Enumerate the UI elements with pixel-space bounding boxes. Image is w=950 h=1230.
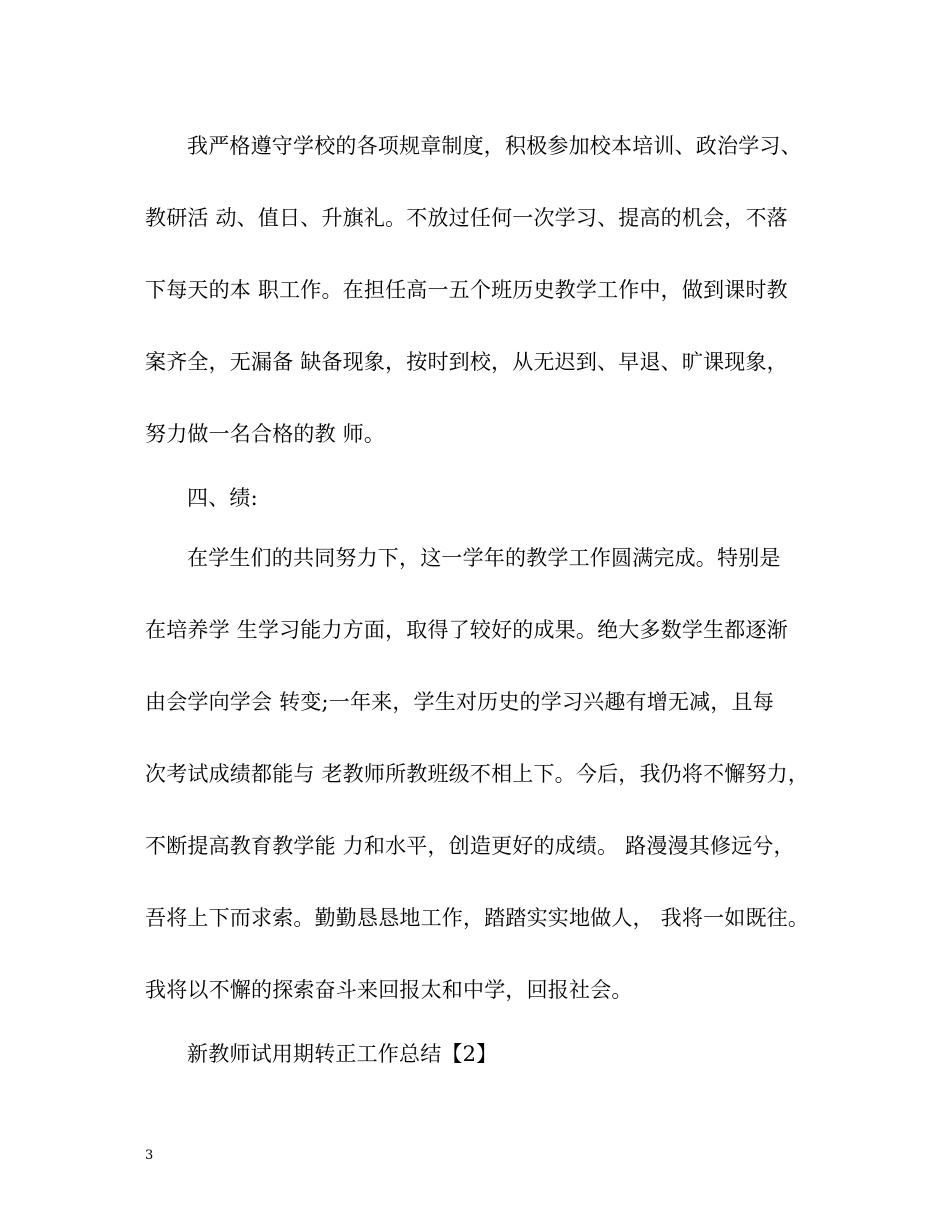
section-heading: 四、绩:	[187, 486, 258, 510]
text-line-1: 我严格遵守学校的各项规章制度，积极参加校本培训、政治学习、	[187, 134, 802, 158]
text-line-3: 下每天的本 职工作。在担任高一五个班历史教学工作中，做到课时教	[145, 278, 788, 302]
text-line-9: 由会学向学会 转变;一年来，学生对历史的学习兴趣有增无减，且每	[145, 690, 774, 714]
text-line-13: 我将以不懈的探索奋斗来回报太和中学，回报社会。	[145, 978, 633, 1002]
text-line-5: 努力做一名合格的教 师。	[145, 422, 386, 446]
text-line-2: 教研活 动、值日、升旗礼。不放过任何一次学习、提高的机会，不落	[145, 206, 788, 230]
text-line-12: 吾将上下而求索。勤勤恳恳地工作，踏踏实实地做人， 我将一如既往。	[145, 906, 810, 930]
next-section-title: 新教师试用期转正工作总结【2】	[187, 1042, 498, 1066]
text-line-4: 案齐全，无漏备 缺备现象，按时到校，从无迟到、早退、旷课现象，	[145, 350, 788, 374]
text-line-8: 在培养学 生学习能力方面，取得了较好的成果。绝大多数学生都逐渐	[145, 618, 788, 642]
page-number: 3	[145, 1148, 154, 1163]
text-line-10: 次考试成绩都能与 老教师所教班级不相上下。今后，我仍将不懈努力，	[145, 762, 810, 786]
text-line-7: 在学生们的共同努力下，这一学年的教学工作圆满完成。特别是	[187, 546, 781, 570]
text-line-11: 不断提高教育教学能 力和水平，创造更好的成绩。 路漫漫其修远兮，	[145, 834, 795, 858]
